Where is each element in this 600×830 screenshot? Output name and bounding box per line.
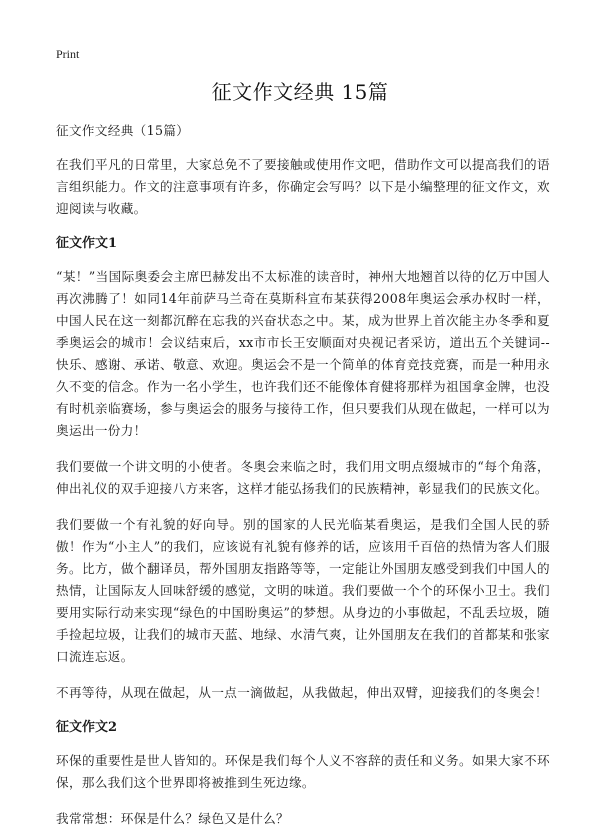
paragraph: 我常常想：环保是什么？绿色又是什么？	[56, 811, 289, 826]
intro-paragraph: 在我们平凡的日常里，大家总免不了要接触或使用作文吧，借助作文可以提高我们的语言组织能力。作文的注意事项有许多，你确定会写吗？以下是小编整理的征文作文，欢迎阅读与收藏。	[56, 157, 550, 216]
paragraph: “某！”当国际奥委会主席巴赫发出不太标准的读音时，神州大地翘首以待的亿万中国人再次沸腾了！如同14年前萨马兰奇在莫斯科宣布某获得2008年奥运会承办权时一样，中国人民在这一刻都沉醉在忘我的兴奋状态之中。某，成为世界上首次能主办冬季和夏季奥运会的城市！会议结束后，xx市市长王安顺面对央视记者采访，道出五个关键词--快乐、感谢、承诺、敬意、欢迎。奥运会不是一个简单的体育竞技竞赛，而是一种用永久不变的信念。作为一名小学生，也许我们还不能像体育健将那样为祖国拿金牌，也没有时机亲临赛场，参与奥运会的服务与接待工作，但只要我们从现在做起，一样可以为奥运出一份力！	[56, 269, 550, 438]
paragraph: 环保的重要性是世人皆知的。环保是我们每个人义不容辞的责任和义务。如果大家不环保，那么我们这个世界即将被推到生死边缘。	[56, 753, 550, 790]
paragraph: 不再等待，从现在做起，从一点一滴做起，从我做起，伸出双臂，迎接我们的冬奥会！	[56, 685, 548, 700]
section-heading-1: 征文作文1	[56, 236, 118, 251]
article-body	[56, 120, 550, 830]
article-subtitle: 征文作文经典（15篇）	[56, 123, 190, 138]
print-link[interactable]: Print	[56, 47, 80, 61]
page-title: 征文作文经典 15篇	[211, 80, 389, 104]
paragraph: 我们要做一个讲文明的小使者。冬奥会来临之时，我们用文明点缀城市的“每个角落，伸出礼仪的双手迎接八方来客，这样才能弘扬我们的民族精神，彰显我们的民族文化。	[56, 459, 550, 496]
paragraph: 我们要做一个有礼貌的好向导。别的国家的人民光临某看奥运，是我们全国人民的骄傲！作为“小主人”的我们，应该说有礼貌有修养的话，应该用千百倍的热情为客人们服务。比方，做个翻译员，帮外国朋友指路等等，一定能让外国朋友感受到我们中国人的热情，让国际友人回味舒缓的感觉，文明的味道。我们要做一个个的环保小卫士。我们要用实际行动来实现“绿色的中国盼奥运”的梦想。从身边的小事做起，不乱丢垃圾，随手捡起垃圾，让我们的城市天蓝、地绿、水清气爽，让外国朋友在我们的首都某和张家口流连忘返。	[56, 517, 550, 664]
section-heading-2: 征文作文2	[56, 720, 118, 735]
